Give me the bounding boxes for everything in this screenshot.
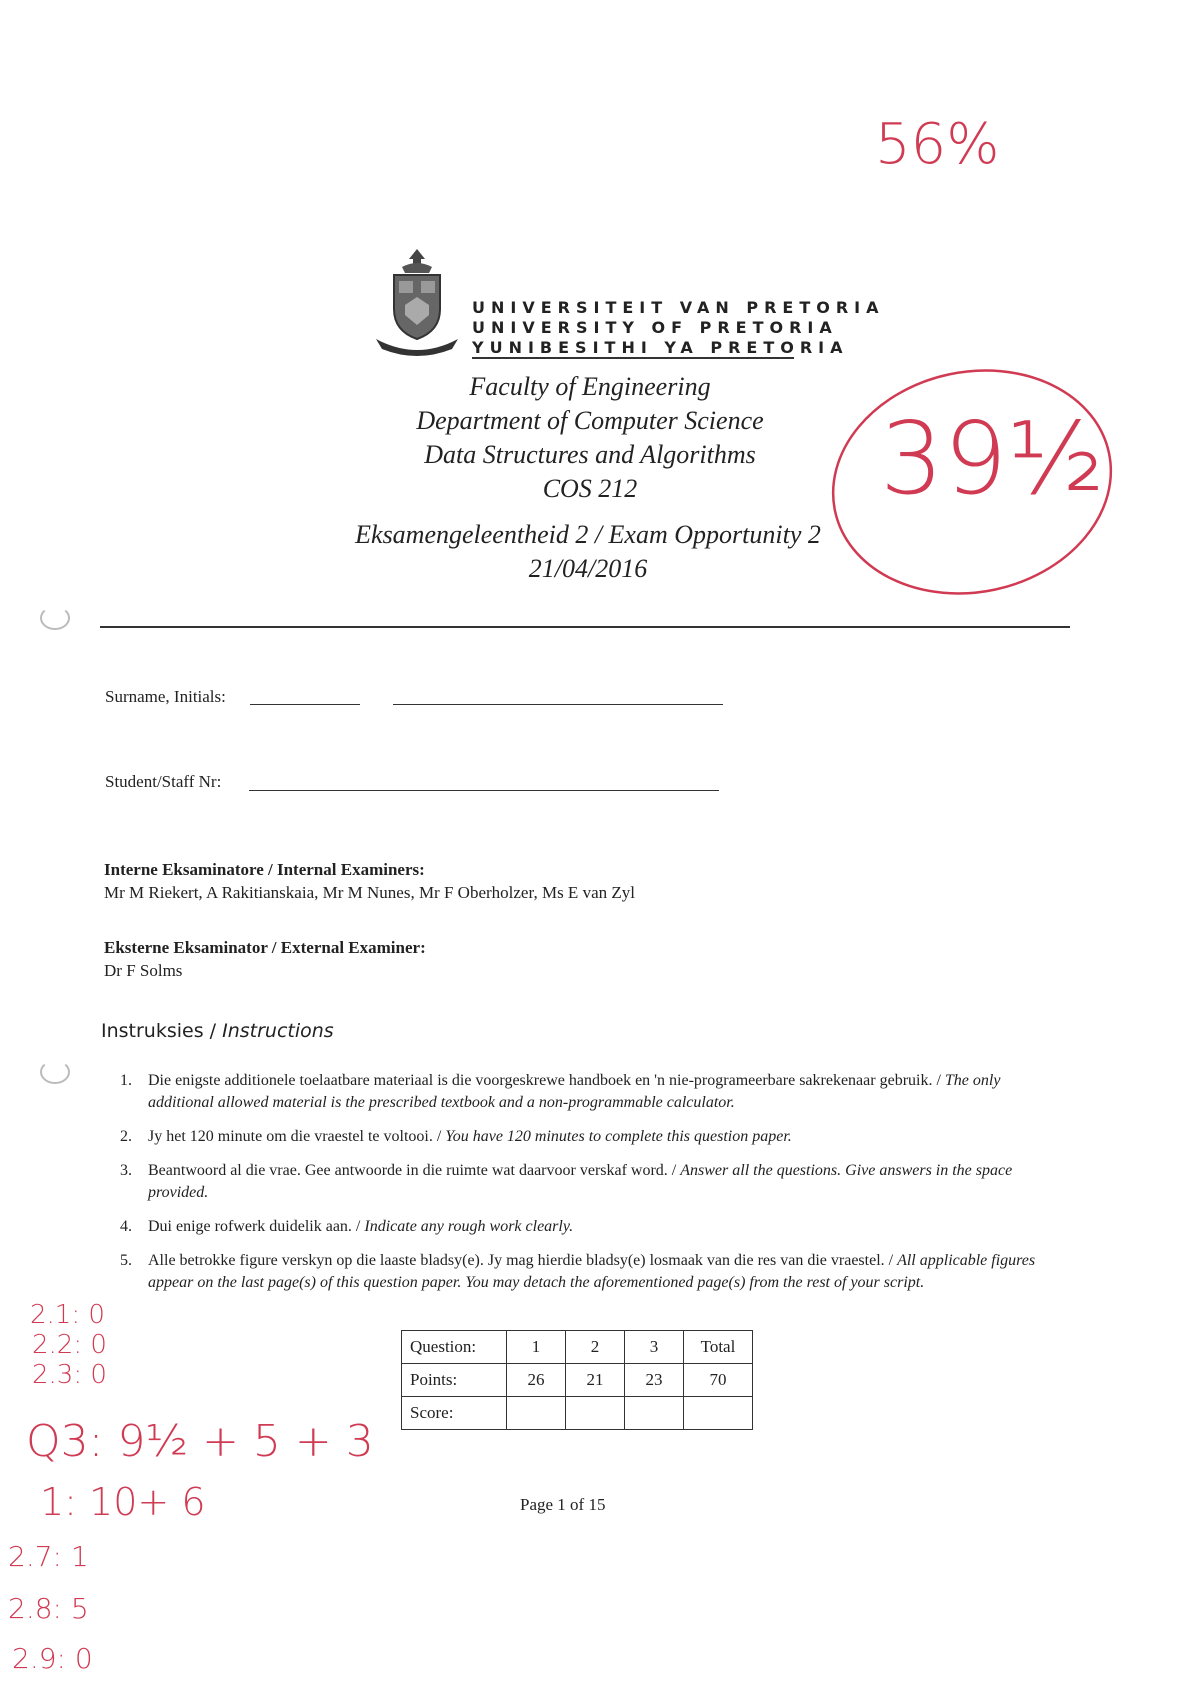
department-name: Department of Computer Science — [416, 406, 764, 435]
university-name-nso: YUNIBESITHI YA PRETORIA — [472, 338, 849, 357]
surname-label: Surname, Initials: — [105, 687, 226, 706]
table-row — [402, 1331, 753, 1364]
instructions-heading-af: Instruksies / — [101, 1020, 223, 1042]
instruction-text-en: You have 120 minutes to complete this question paper. — [445, 1128, 792, 1145]
page-number: Page 1 of 15 — [520, 1495, 606, 1514]
question-header: 3 — [625, 1331, 684, 1364]
question-header: Total — [684, 1331, 753, 1364]
table-row — [402, 1364, 753, 1397]
external-examiner-heading: Eksterne Eksaminator / External Examiner: — [104, 938, 426, 957]
handwritten-note: 2.7: 1 — [8, 1540, 89, 1573]
instructions-heading-en: Instructions — [222, 1020, 334, 1042]
instruction-text — [148, 1216, 1060, 1238]
instruction-text — [148, 1070, 1060, 1114]
course-name: Data Structures and Algorithms — [424, 440, 756, 469]
handwritten-note: 2.3: 0 — [32, 1360, 107, 1390]
student-nr-line — [249, 790, 719, 791]
score-table — [401, 1330, 753, 1430]
handwritten-note: 2.1: 0 — [30, 1300, 105, 1330]
instruction-text — [148, 1160, 1060, 1204]
handwritten-q1-tally: 1: 10+ 6 — [40, 1480, 206, 1524]
instruction-number: 4. — [120, 1218, 132, 1235]
handwritten-q3-tally: Q3: 9½ + 5 + 3 — [26, 1416, 374, 1467]
points-cell: 21 — [566, 1364, 625, 1397]
instruction-number: 2. — [120, 1128, 132, 1145]
handwritten-total-mark: 39½ — [880, 400, 1105, 517]
punch-hole-mark — [40, 1060, 70, 1084]
instruction-item — [120, 1070, 1060, 1114]
score-cell — [507, 1397, 566, 1430]
instruction-number: 3. — [120, 1162, 132, 1179]
instruction-text — [148, 1250, 1060, 1294]
instruction-item — [120, 1160, 1060, 1204]
internal-examiners-names: Mr M Riekert, A Rakitianskaia, Mr M Nunes, Mr F Oberholzer, Ms E van Zyl — [104, 883, 635, 902]
punch-hole-mark — [40, 606, 70, 630]
score-cell — [625, 1397, 684, 1430]
instruction-number: 5. — [120, 1252, 132, 1269]
instruction-text-af: Die enigste additionele toelaatbare materiaal is die voorgeskrewe handboek en 'n nie-programeerbare sakrekenaar gebruik. / — [148, 1072, 945, 1089]
instruction-text — [148, 1126, 1060, 1148]
instruction-item — [120, 1216, 1060, 1238]
instruction-text-af: Alle betrokke figure verskyn op die laaste bladsy(e). Jy mag hierdie bladsy(e) losmaak van die res van die vraestel. / — [148, 1252, 898, 1269]
instruction-text-en: Answer all the questions. Give answers in the space provided. — [148, 1162, 1013, 1201]
points-cell: 70 — [684, 1364, 753, 1397]
exam-title: Eksamengeleentheid 2 / Exam Opportunity 2 — [355, 520, 821, 549]
instruction-text-af: Dui enige rofwerk duidelik aan. / — [148, 1218, 365, 1235]
section-divider — [100, 626, 1070, 628]
points-cell: 23 — [625, 1364, 684, 1397]
exam-date: 21/04/2016 — [528, 554, 648, 583]
points-cell: 26 — [507, 1364, 566, 1397]
university-name-af: UNIVERSITEIT VAN PRETORIA — [472, 298, 885, 317]
header-rule — [472, 357, 794, 359]
table-row — [402, 1397, 753, 1430]
instruction-text-en: All applicable figures appear on the last page(s) of this question paper. You may detach the aforementioned page(s) from the rest of your script. — [148, 1252, 1036, 1291]
external-examiner-name: Dr F Solms — [104, 961, 183, 980]
course-code: COS 212 — [542, 474, 638, 503]
instruction-text-af: Beantwoord al die vrae. Gee antwoorde in die ruimte wat daarvoor verskaf word. / — [148, 1162, 681, 1179]
instruction-text-en: Indicate any rough work clearly. — [364, 1218, 574, 1235]
internal-examiners-heading: Interne Eksaminatore / Internal Examiners: — [104, 860, 425, 879]
university-name-en: UNIVERSITY OF PRETORIA — [472, 318, 838, 337]
instruction-text-en: The only additional allowed material is the prescribed textbook and a non-programmable calculator. — [148, 1072, 1001, 1111]
points-label: Points: — [402, 1364, 507, 1397]
instruction-item — [120, 1250, 1060, 1294]
instructions-heading — [101, 1020, 334, 1042]
instruction-item — [120, 1126, 1060, 1148]
handwritten-percentage: 56% — [875, 112, 1000, 177]
surname-line — [250, 704, 360, 705]
question-label: Question: — [402, 1331, 507, 1364]
score-cell — [684, 1397, 753, 1430]
university-crest-logo — [372, 243, 462, 363]
handwritten-note: 2.8: 5 — [8, 1592, 89, 1625]
handwritten-note: 2.2: 0 — [32, 1330, 107, 1360]
student-nr-label: Student/Staff Nr: — [105, 772, 222, 791]
instruction-text-af: Jy het 120 minute om die vraestel te voltooi. / — [148, 1128, 446, 1145]
instruction-number: 1. — [120, 1072, 132, 1089]
score-label: Score: — [402, 1397, 507, 1430]
question-header: 2 — [566, 1331, 625, 1364]
score-cell — [566, 1397, 625, 1430]
initials-line — [393, 704, 723, 705]
faculty-name: Faculty of Engineering — [469, 372, 711, 401]
handwritten-note: 2.9: 0 — [12, 1642, 93, 1675]
question-header: 1 — [507, 1331, 566, 1364]
